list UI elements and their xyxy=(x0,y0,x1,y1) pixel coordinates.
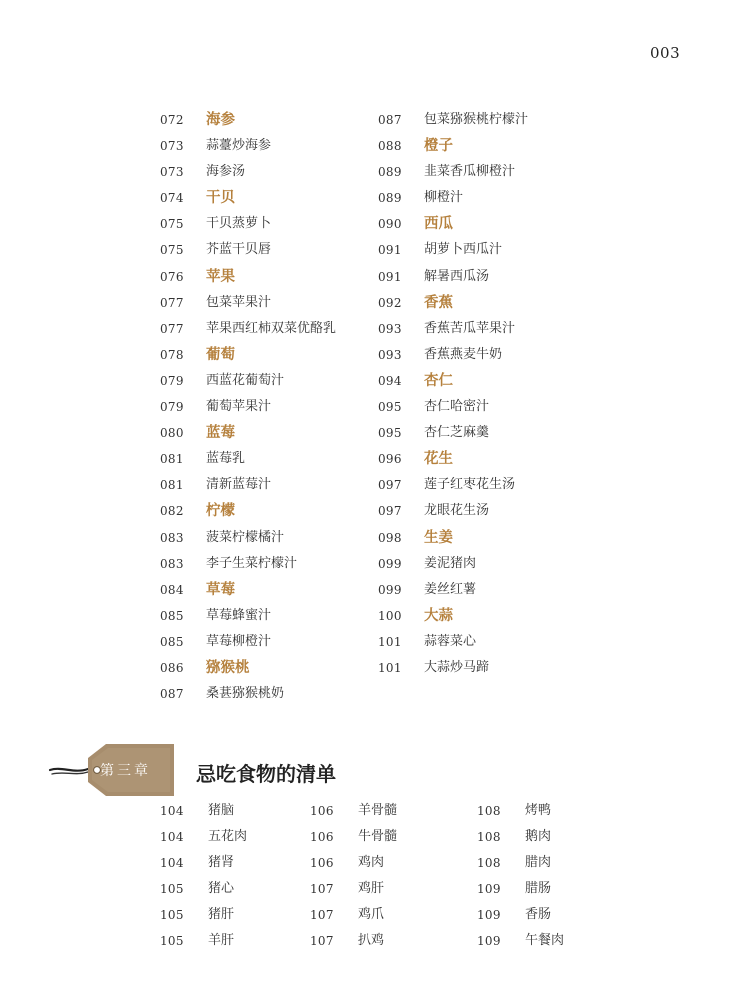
entry-title: 干贝蒸萝卜 xyxy=(206,216,272,232)
heading-title: 西瓜 xyxy=(424,216,453,233)
page-ref: 089 xyxy=(378,191,402,206)
page-ref: 091 xyxy=(378,243,402,258)
page-ref: 090 xyxy=(378,217,402,232)
page-ref: 097 xyxy=(378,478,402,493)
entry-title: 包菜苹果汁 xyxy=(206,294,272,310)
page-ref: 081 xyxy=(160,478,184,493)
entry-title: 芥蓝干贝唇 xyxy=(206,242,272,258)
entry-title: 香蕉燕麦牛奶 xyxy=(424,346,503,362)
heading-title: 海参 xyxy=(206,112,235,128)
entry-title: 柳橙汁 xyxy=(424,190,464,206)
page-ref: 109 xyxy=(477,908,501,923)
page-ref: 098 xyxy=(378,530,402,545)
entry-title: 清新蓝莓汁 xyxy=(206,477,272,493)
page-ref: 076 xyxy=(160,269,184,284)
page-ref: 083 xyxy=(160,556,184,571)
page-ref: 084 xyxy=(160,582,184,597)
entry-title: 羊肝 xyxy=(208,933,235,949)
heading-title: 杏仁 xyxy=(424,372,453,389)
page-ref: 109 xyxy=(477,934,501,949)
page-ref: 085 xyxy=(160,608,184,623)
entry-title: 羊骨髓 xyxy=(358,803,398,818)
entry-title: 莲子红枣花生汤 xyxy=(424,477,516,493)
chapter-tag: 第三章 xyxy=(100,763,151,779)
heading-title: 苹果 xyxy=(206,268,235,285)
page-ref: 075 xyxy=(160,217,184,232)
page-ref: 108 xyxy=(477,856,501,871)
entry-title: 蒜蓉菜心 xyxy=(424,633,477,649)
page-ref: 107 xyxy=(310,908,334,923)
page-ref: 080 xyxy=(160,426,184,441)
entry-title: 蓝莓乳 xyxy=(206,451,246,467)
entry-title: 腊肠 xyxy=(525,881,552,897)
page-ref: 073 xyxy=(160,139,184,154)
heading-title: 柠檬 xyxy=(206,503,235,520)
page-ref: 086 xyxy=(160,660,184,675)
page-ref: 104 xyxy=(160,830,184,845)
page-ref: 092 xyxy=(378,295,402,310)
entry-title: 蒜薹炒海参 xyxy=(206,138,272,154)
entry-title: 解暑西瓜汤 xyxy=(424,268,490,284)
chapter-title: 忌吃食物的清单 xyxy=(196,762,336,786)
entry-title: 鹅肉 xyxy=(525,829,552,845)
page-ref: 096 xyxy=(378,452,402,467)
page-ref: 085 xyxy=(160,634,184,649)
entry-title: 苹果西红柿双菜优酪乳 xyxy=(206,320,337,336)
entry-title: 烤鸭 xyxy=(525,803,552,818)
page-ref: 106 xyxy=(310,804,334,818)
page-ref: 082 xyxy=(160,504,184,519)
entry-title: 扒鸡 xyxy=(358,933,385,949)
entry-title: 腊肉 xyxy=(525,855,552,871)
page-ref: 093 xyxy=(378,347,402,362)
page-ref: 099 xyxy=(378,582,402,597)
page-ref: 093 xyxy=(378,321,402,336)
page-ref: 095 xyxy=(378,426,402,441)
page-ref: 100 xyxy=(378,608,402,623)
heading-title: 猕猴桃 xyxy=(206,659,250,676)
page-ref: 075 xyxy=(160,243,184,258)
page-ref: 094 xyxy=(378,373,402,388)
entry-title: 香肠 xyxy=(525,907,552,923)
page-ref: 081 xyxy=(160,452,184,467)
heading-title: 大蒜 xyxy=(424,607,453,624)
entry-title: 姜丝红薯 xyxy=(424,581,477,597)
page-ref: 077 xyxy=(160,295,184,310)
page-ref: 105 xyxy=(160,882,184,897)
page-ref: 107 xyxy=(310,882,334,897)
heading-title: 草莓 xyxy=(206,581,235,598)
entry-title: 五花肉 xyxy=(208,829,248,845)
heading-title: 蓝莓 xyxy=(206,425,235,442)
page-number: 003 xyxy=(650,44,681,62)
heading-title: 葡萄 xyxy=(206,346,235,363)
page-ref: 109 xyxy=(477,882,501,897)
entry-title: 杏仁芝麻羹 xyxy=(424,425,490,441)
chapter-header xyxy=(0,738,750,798)
entry-title: 姜泥猪肉 xyxy=(424,555,477,571)
entry-title: 鸡爪 xyxy=(358,907,385,923)
page-ref: 087 xyxy=(160,687,184,702)
entry-title: 猪肾 xyxy=(208,855,235,871)
page-ref: 105 xyxy=(160,908,184,923)
entry-title: 桑葚猕猴桃奶 xyxy=(206,686,285,702)
page-ref: 106 xyxy=(310,830,334,845)
page-ref: 101 xyxy=(378,634,402,649)
page-ref: 097 xyxy=(378,504,402,519)
page-ref: 106 xyxy=(310,856,334,871)
entry-title: 午餐肉 xyxy=(525,933,565,949)
page-ref: 087 xyxy=(378,113,402,127)
entry-title: 草莓柳橙汁 xyxy=(206,633,272,649)
page-ref: 104 xyxy=(160,804,184,818)
entry-title: 大蒜炒马蹄 xyxy=(424,659,490,675)
entry-title: 鸡肝 xyxy=(358,881,385,897)
entry-title: 葡萄苹果汁 xyxy=(206,399,272,415)
page-ref: 079 xyxy=(160,400,184,415)
entry-title: 海参汤 xyxy=(206,164,246,180)
page-ref: 108 xyxy=(477,804,501,818)
entry-title: 西蓝花葡萄汁 xyxy=(206,372,285,388)
page-ref: 088 xyxy=(378,139,402,154)
page-ref: 083 xyxy=(160,530,184,545)
entry-title: 龙眼花生汤 xyxy=(424,503,490,519)
entry-title: 胡萝卜西瓜汁 xyxy=(424,242,503,258)
entry-title: 香蕉苦瓜苹果汁 xyxy=(424,320,516,336)
entry-title: 牛骨髓 xyxy=(358,829,398,845)
page-ref: 095 xyxy=(378,400,402,415)
entry-title: 猪脑 xyxy=(208,803,235,818)
heading-title: 干贝 xyxy=(206,190,235,207)
page-ref: 072 xyxy=(160,113,184,127)
heading-title: 生姜 xyxy=(424,529,453,546)
entry-title: 李子生菜柠檬汁 xyxy=(206,555,298,571)
page-ref: 074 xyxy=(160,191,184,206)
entry-title: 韭菜香瓜柳橙汁 xyxy=(424,164,516,180)
entry-title: 包菜猕猴桃柠檬汁 xyxy=(424,112,529,127)
page-ref: 077 xyxy=(160,321,184,336)
page-ref: 078 xyxy=(160,347,184,362)
entry-title: 猪心 xyxy=(208,881,235,897)
entry-title: 杏仁哈密汁 xyxy=(424,399,490,415)
entry-title: 草莓蜂蜜汁 xyxy=(206,607,272,623)
page-ref: 073 xyxy=(160,165,184,180)
page-ref: 099 xyxy=(378,556,402,571)
page-ref: 108 xyxy=(477,830,501,845)
entry-title: 猪肝 xyxy=(208,907,235,923)
heading-title: 橙子 xyxy=(424,138,453,155)
page-ref: 079 xyxy=(160,373,184,388)
page-ref: 105 xyxy=(160,934,184,949)
heading-title: 香蕉 xyxy=(424,294,453,311)
page-ref: 101 xyxy=(378,660,402,675)
page-ref: 089 xyxy=(378,165,402,180)
page-ref: 104 xyxy=(160,856,184,871)
page-ref: 091 xyxy=(378,269,402,284)
heading-title: 花生 xyxy=(424,451,453,468)
entry-title: 鸡肉 xyxy=(358,855,385,871)
page-ref: 107 xyxy=(310,934,334,949)
entry-title: 菠菜柠檬橘汁 xyxy=(206,529,285,545)
